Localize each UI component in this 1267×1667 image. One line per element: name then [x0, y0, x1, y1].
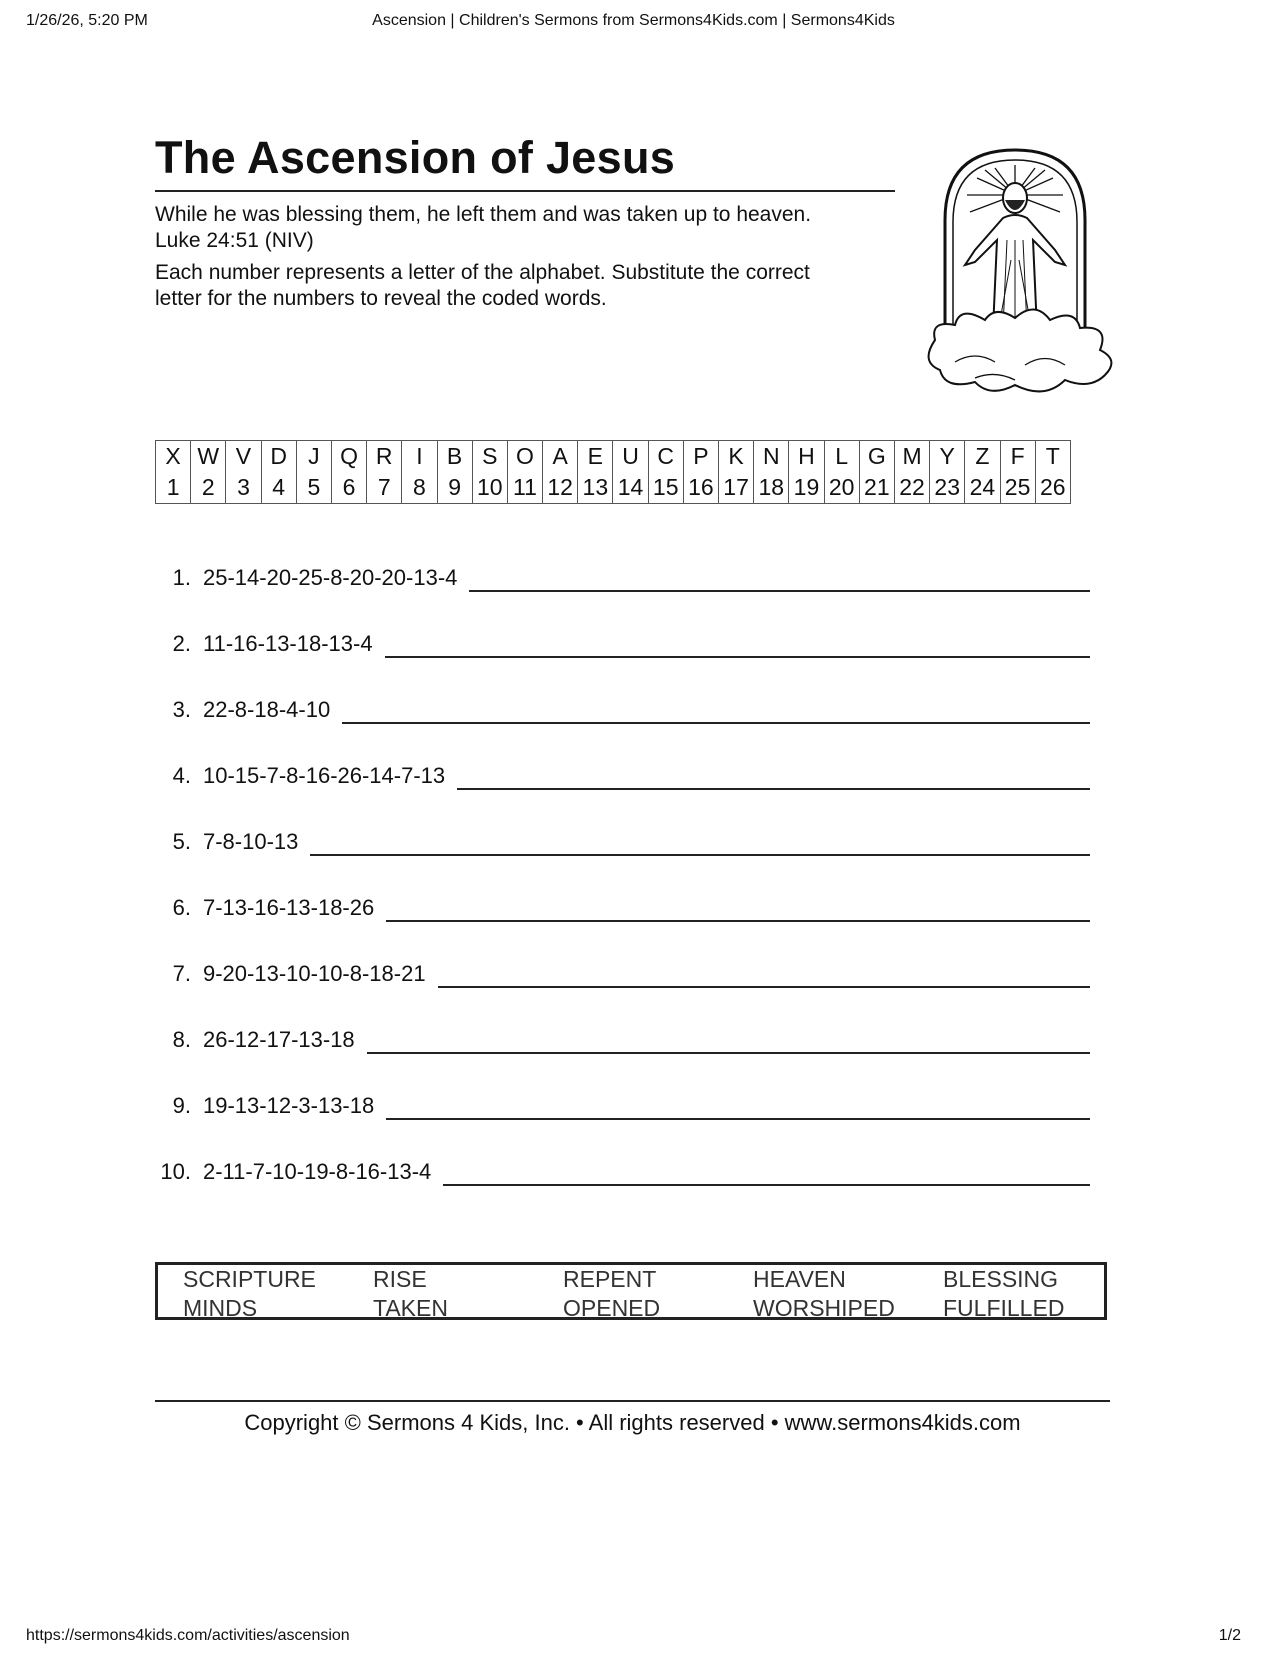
puzzle-number: 4. — [172, 763, 191, 788]
cipher-letter: N — [754, 441, 789, 473]
puzzle-row — [155, 563, 1090, 629]
puzzle-row — [155, 695, 1090, 761]
word-bank-item: WORSHIPED — [753, 1295, 895, 1321]
puzzle-row — [155, 1025, 1090, 1091]
answer-blank[interactable] — [443, 1157, 1090, 1186]
puzzle-code: 22-8-18-4-10 — [203, 697, 331, 722]
cipher-number: 8 — [402, 472, 437, 504]
print-footer — [26, 1627, 1241, 1649]
answer-blank[interactable] — [438, 959, 1090, 988]
word-bank-item: OPENED — [563, 1295, 661, 1321]
word-bank-item: HEAVEN — [753, 1266, 846, 1292]
cipher-key-table — [155, 440, 1071, 504]
print-header — [26, 12, 1241, 34]
cipher-number: 19 — [789, 472, 824, 504]
cipher-letter: O — [507, 441, 542, 473]
puzzle-number: 3. — [172, 697, 191, 722]
verse-reference: Luke 24:51 (NIV) — [155, 229, 314, 252]
cipher-number: 18 — [754, 472, 789, 504]
cipher-letter: W — [191, 441, 226, 473]
answer-blank[interactable] — [342, 695, 1090, 724]
answer-blank[interactable] — [385, 629, 1090, 658]
cipher-number: 2 — [191, 472, 226, 504]
cipher-number: 7 — [367, 472, 402, 504]
bible-verse — [155, 202, 895, 254]
copyright-notice: Copyright © Sermons 4 Kids, Inc. • All rights reserved • www.sermons4kids.com — [244, 1410, 1021, 1435]
cipher-number: 1 — [156, 472, 191, 504]
cipher-number: 4 — [261, 472, 296, 504]
cipher-letter: K — [719, 441, 754, 473]
cipher-letter: Y — [930, 441, 965, 473]
cipher-number: 12 — [543, 472, 578, 504]
puzzle-number: 9. — [172, 1093, 191, 1118]
cipher-number: 3 — [226, 472, 261, 504]
puzzle-number: 2. — [172, 631, 191, 656]
puzzle-code: 19-13-12-3-13-18 — [203, 1093, 375, 1118]
cipher-number: 26 — [1035, 472, 1070, 504]
puzzle-code: 7-13-16-13-18-26 — [203, 895, 375, 920]
cipher-letter: V — [226, 441, 261, 473]
cipher-letter: B — [437, 441, 472, 473]
print-page-number: 1/2 — [1218, 1627, 1241, 1644]
cipher-number: 21 — [859, 472, 894, 504]
cipher-letter: Z — [965, 441, 1000, 473]
worksheet-title: The Ascension of Jesus — [155, 132, 676, 183]
puzzle-code: 10-15-7-8-16-26-14-7-13 — [203, 763, 446, 788]
cipher-number: 23 — [930, 472, 965, 504]
instructions — [155, 260, 895, 312]
puzzle-number: 1. — [172, 565, 191, 590]
cipher-number: 10 — [472, 472, 507, 504]
cipher-letter: G — [859, 441, 894, 473]
puzzle-code: 9-20-13-10-10-8-18-21 — [203, 961, 426, 986]
answer-blank[interactable] — [386, 893, 1090, 922]
cipher-letter: U — [613, 441, 648, 473]
puzzle-number: 6. — [172, 895, 191, 920]
cipher-letter: M — [894, 441, 929, 473]
word-bank-item: REPENT — [563, 1266, 657, 1292]
print-url: https://sermons4kids.com/activities/ascension — [26, 1627, 350, 1644]
puzzle-list — [155, 563, 1090, 1223]
cipher-letter: T — [1035, 441, 1070, 473]
puzzle-code: 11-16-13-18-13-4 — [203, 631, 373, 656]
cipher-letter: J — [296, 441, 331, 473]
cipher-numbers-row — [156, 472, 1071, 504]
cipher-number: 9 — [437, 472, 472, 504]
puzzle-row — [155, 629, 1090, 695]
cipher-number: 5 — [296, 472, 331, 504]
puzzle-row — [155, 893, 1090, 959]
puzzle-number: 8. — [172, 1027, 191, 1052]
answer-blank[interactable] — [469, 563, 1090, 592]
cipher-number: 22 — [894, 472, 929, 504]
puzzle-number: 10. — [160, 1159, 191, 1184]
word-bank — [155, 1262, 1107, 1320]
verse-text: While he was blessing them, he left them and was taken up to heaven. — [155, 203, 812, 226]
answer-blank[interactable] — [457, 761, 1090, 790]
puzzle-number: 5. — [172, 829, 191, 854]
puzzle-code: 26-12-17-13-18 — [203, 1027, 355, 1052]
answer-blank[interactable] — [310, 827, 1090, 856]
cipher-number: 25 — [1000, 472, 1035, 504]
jesus-ascension-illustration — [915, 140, 1125, 410]
answer-blank[interactable] — [386, 1091, 1090, 1120]
cipher-letter: R — [367, 441, 402, 473]
puzzle-number: 7. — [172, 961, 191, 986]
cipher-letter: X — [156, 441, 191, 473]
cipher-number: 11 — [507, 472, 542, 504]
title-block — [155, 130, 895, 192]
puzzle-row — [155, 959, 1090, 1025]
cipher-number: 16 — [683, 472, 718, 504]
cipher-letters-row — [156, 441, 1071, 473]
word-bank-item: FULFILLED — [943, 1295, 1065, 1321]
instructions-line-1: Each number represents a letter of the alphabet. Substitute the correct — [155, 261, 810, 284]
cipher-letter: L — [824, 441, 859, 473]
cipher-number: 15 — [648, 472, 683, 504]
puzzle-row — [155, 1091, 1090, 1157]
answer-blank[interactable] — [367, 1025, 1090, 1054]
cipher-letter: H — [789, 441, 824, 473]
cipher-letter: F — [1000, 441, 1035, 473]
word-bank-item: MINDS — [183, 1295, 258, 1321]
cipher-number: 13 — [578, 472, 613, 504]
cipher-letter: P — [683, 441, 718, 473]
cipher-letter: E — [578, 441, 613, 473]
cipher-letter: S — [472, 441, 507, 473]
instructions-line-2: letter for the numbers to reveal the coded words. — [155, 287, 607, 310]
puzzle-row — [155, 761, 1090, 827]
footer-divider — [155, 1400, 1110, 1402]
puzzle-row — [155, 827, 1090, 893]
print-page-title: Ascension | Children's Sermons from Sermons4Kids.com | Sermons4Kids — [372, 12, 895, 29]
cipher-letter: Q — [331, 441, 366, 473]
cipher-number: 17 — [719, 472, 754, 504]
puzzle-code: 7-8-10-13 — [203, 829, 299, 854]
word-bank-item: SCRIPTURE — [183, 1266, 316, 1292]
word-bank-item: RISE — [373, 1266, 427, 1292]
puzzle-code: 2-11-7-10-19-8-16-13-4 — [203, 1159, 432, 1184]
puzzle-code: 25-14-20-25-8-20-20-13-4 — [203, 565, 458, 590]
cipher-number: 6 — [331, 472, 366, 504]
word-bank-item: BLESSING — [943, 1266, 1059, 1292]
cipher-letter: A — [543, 441, 578, 473]
cipher-letter: I — [402, 441, 437, 473]
word-bank-item: TAKEN — [373, 1295, 448, 1321]
print-datetime: 1/26/26, 5:20 PM — [26, 12, 148, 29]
puzzle-row — [155, 1157, 1090, 1223]
cipher-letter: C — [648, 441, 683, 473]
cipher-number: 24 — [965, 472, 1000, 504]
cipher-number: 14 — [613, 472, 648, 504]
cipher-number: 20 — [824, 472, 859, 504]
cipher-letter: D — [261, 441, 296, 473]
